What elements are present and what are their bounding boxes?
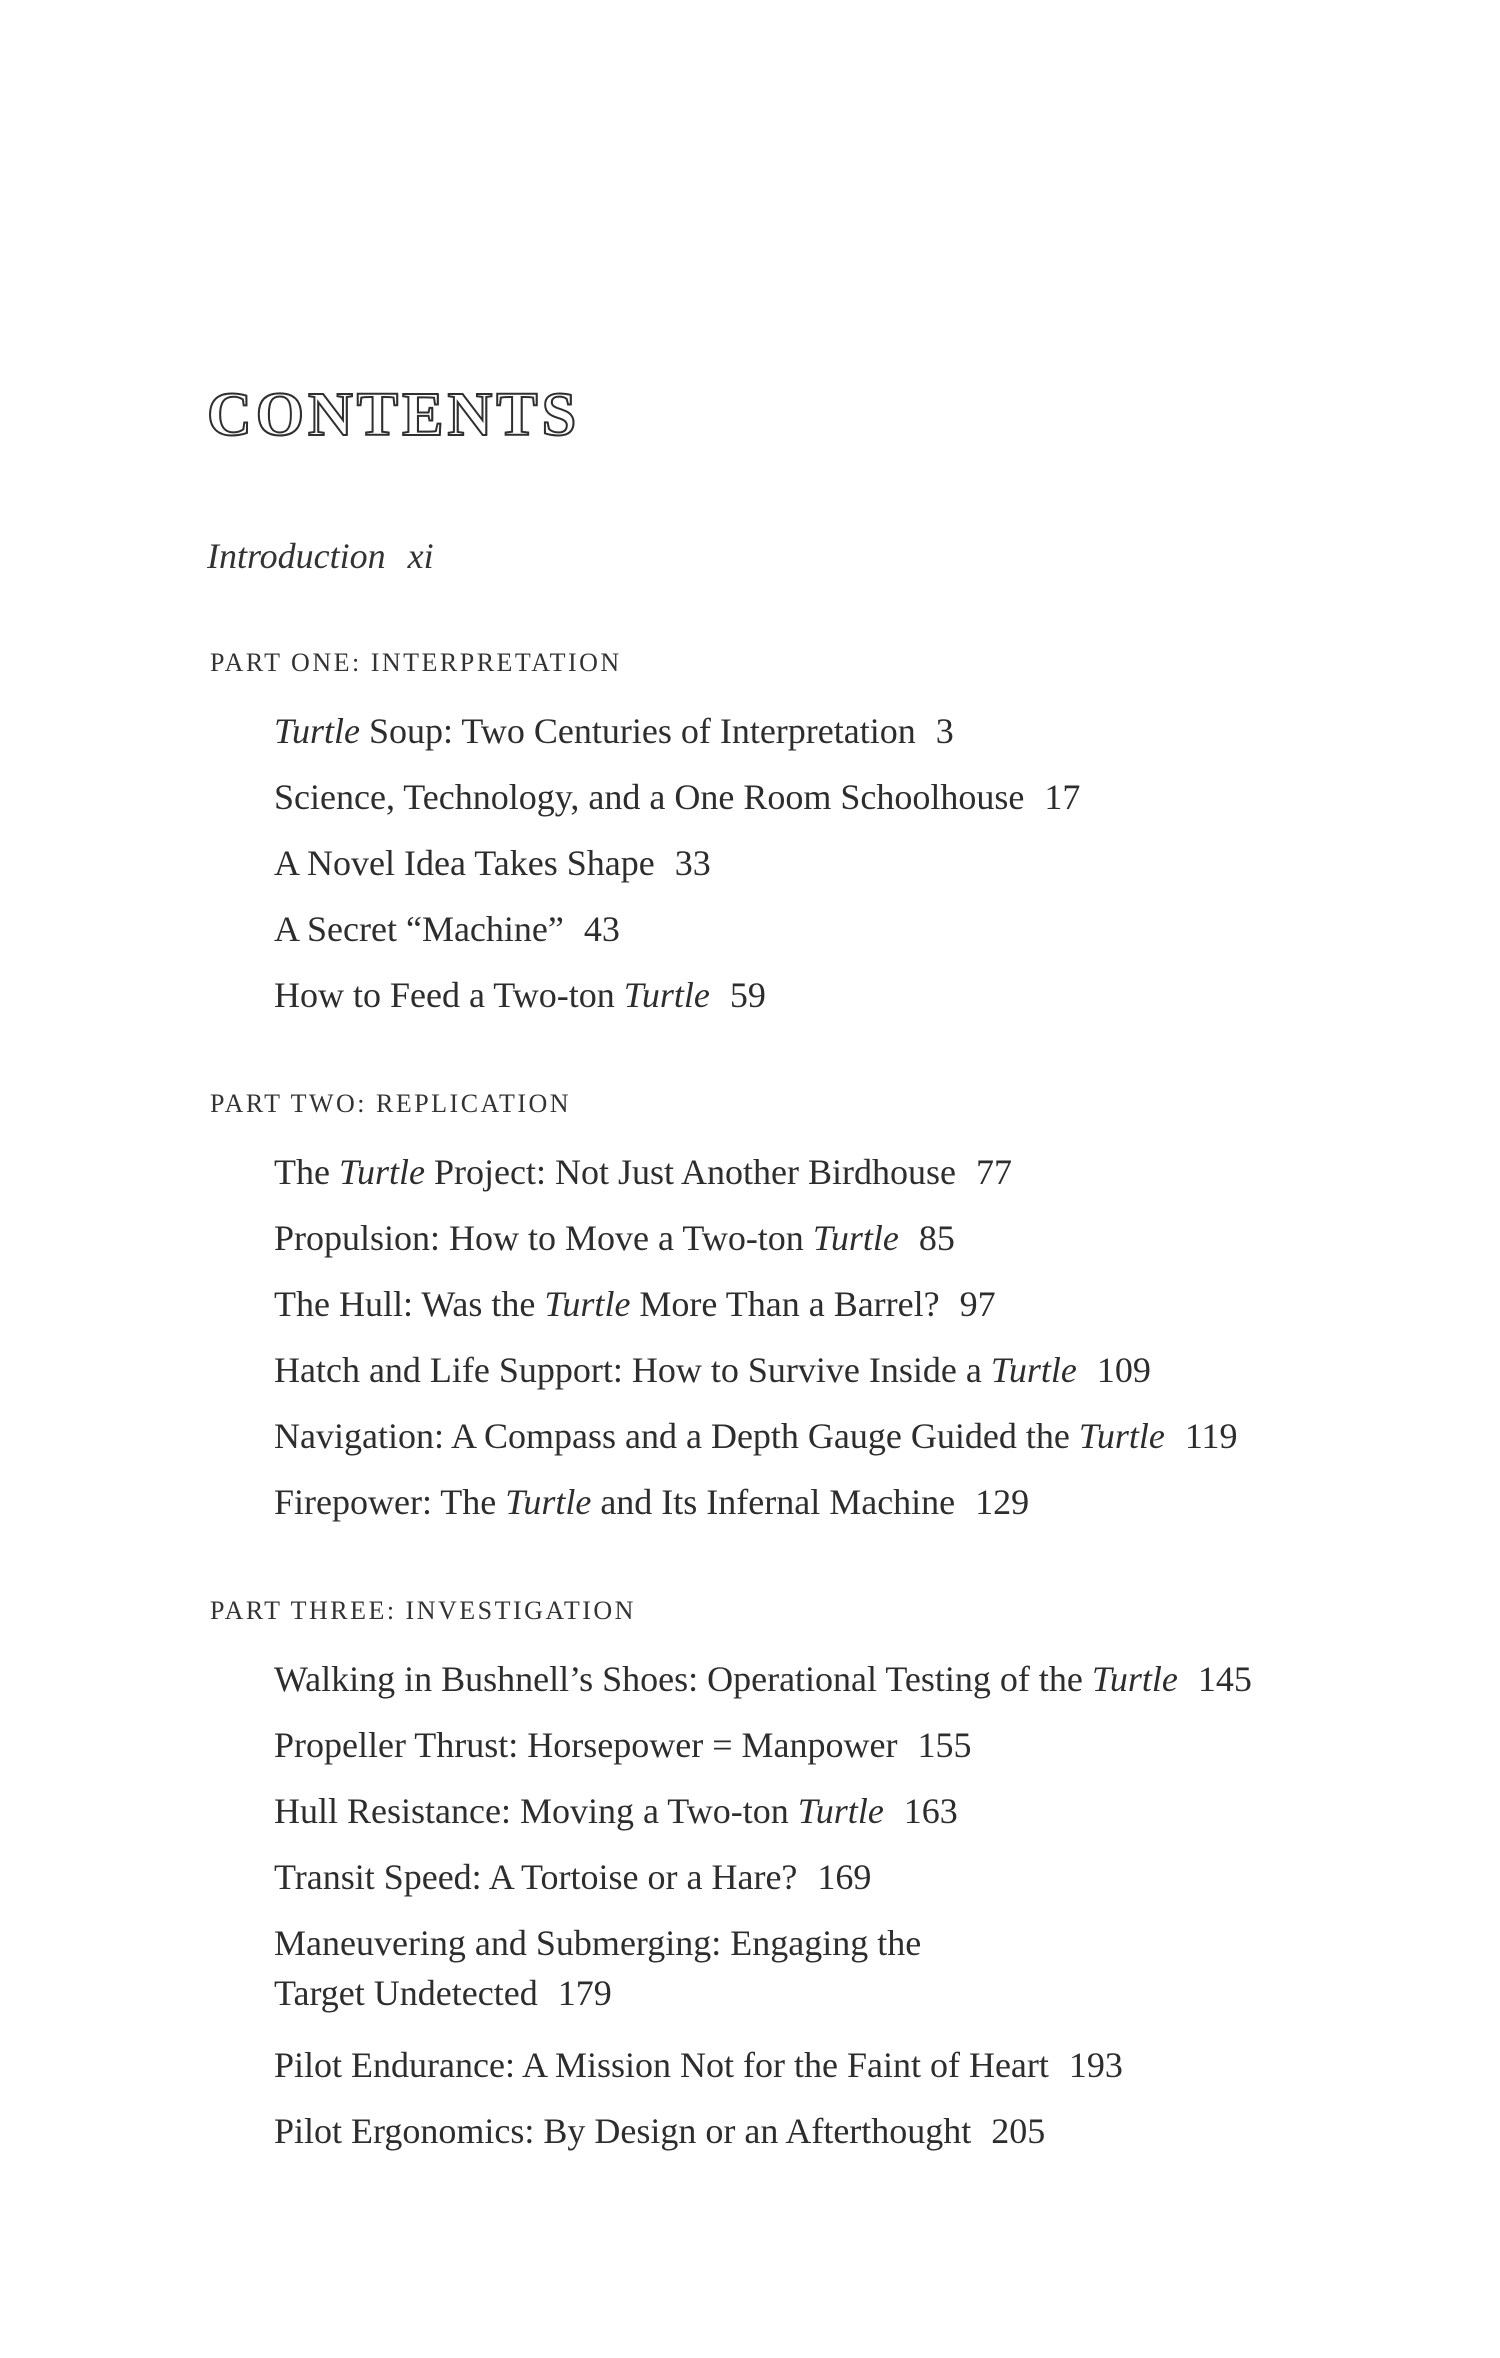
- chapter-page: 3: [935, 711, 954, 751]
- chapter-title-part: The: [274, 1152, 339, 1192]
- chapter-page: 179: [557, 1973, 612, 2013]
- chapter-title-part: Transit Speed: A Tortoise or a Hare?: [274, 1857, 798, 1897]
- part-heading: PART THREE: INVESTIGATION: [210, 1596, 636, 1625]
- chapter-title-part: Hatch and Life Support: How to Survive Inside a: [274, 1350, 991, 1390]
- chapter-title-italic: Turtle: [338, 1152, 425, 1192]
- chapter-title-part: Firepower: The: [274, 1482, 506, 1522]
- chapter-page: 119: [1184, 1416, 1238, 1456]
- chapter-title-italic: Turtle: [797, 1791, 884, 1831]
- toc-intro[interactable]: [207, 535, 434, 577]
- intro-label: Introduction: [207, 536, 386, 576]
- chapter-title-italic: Turtle: [623, 975, 710, 1015]
- chapter-title-italic: Turtle: [505, 1482, 592, 1522]
- chapter-title-italic: Turtle: [1091, 1659, 1178, 1699]
- part-heading: PART TWO: REPLICATION: [210, 1089, 572, 1118]
- part-heading: PART ONE: INTERPRETATION: [210, 648, 622, 677]
- chapter-page: 163: [903, 1791, 958, 1831]
- chapter-page: 59: [729, 975, 766, 1015]
- chapter-page: 145: [1197, 1659, 1252, 1699]
- chapter-page: 109: [1096, 1350, 1151, 1390]
- chapter-page: 97: [959, 1284, 996, 1324]
- chapter-title-line2: Target Undetected: [274, 1973, 538, 2013]
- chapter-title-part: Walking in Bushnell’s Shoes: Operational Testing of the: [274, 1659, 1092, 1699]
- chapter-page: 205: [991, 2111, 1046, 2151]
- chapter-title-part: Pilot Endurance: A Mission Not for the Faint of Heart: [274, 2045, 1049, 2085]
- chapter-title-part: Pilot Ergonomics: By Design or an Afterthought: [274, 2111, 972, 2151]
- chapter-title-part: Science, Technology, and a One Room Schoolhouse: [274, 777, 1025, 817]
- chapter-title-italic: Turtle: [274, 711, 361, 751]
- chapter-page: 77: [975, 1152, 1012, 1192]
- chapter-title-italic: Turtle: [812, 1218, 899, 1258]
- chapter-title-part: Hull Resistance: Moving a Two-ton: [274, 1791, 798, 1831]
- page-title: CONTENTS: [207, 381, 581, 449]
- chapter-page: 155: [917, 1725, 972, 1765]
- chapter-title-part: A Secret “Machine”: [274, 909, 564, 949]
- chapter-title-part: Navigation: A Compass and a Depth Gauge Guided the: [274, 1416, 1079, 1456]
- chapter-title-part: Project: Not Just Another Birdhouse: [425, 1152, 956, 1192]
- chapter-title-part: How to Feed a Two-ton: [274, 975, 624, 1015]
- chapter-page: 169: [817, 1857, 872, 1897]
- chapter-page: 33: [674, 843, 711, 883]
- chapter-page: 17: [1044, 777, 1081, 817]
- chapter-title-part: Maneuvering and Submerging: Engaging the: [274, 1923, 922, 1963]
- chapter-title-part: A Novel Idea Takes Shape: [274, 843, 655, 883]
- intro-page: xi: [407, 536, 434, 576]
- chapter-title-part: and Its Infernal Machine: [591, 1482, 956, 1522]
- chapter-title-part: The Hull: Was the: [274, 1284, 545, 1324]
- chapter-title-part: More Than a Barrel?: [630, 1284, 940, 1324]
- chapter-title-part: Soup: Two Centuries of Interpretation: [360, 711, 916, 751]
- chapter-title-italic: Turtle: [990, 1350, 1077, 1390]
- chapter-page: 193: [1068, 2045, 1123, 2085]
- chapter-page: 43: [583, 909, 620, 949]
- chapter-title-part: Propulsion: How to Move a Two-ton: [274, 1218, 813, 1258]
- chapter-page: 129: [975, 1482, 1030, 1522]
- chapter-title-italic: Turtle: [544, 1284, 631, 1324]
- chapter-title-part: Propeller Thrust: Horsepower = Manpower: [274, 1725, 898, 1765]
- chapter-title-italic: Turtle: [1078, 1416, 1165, 1456]
- chapter-page: 85: [918, 1218, 955, 1258]
